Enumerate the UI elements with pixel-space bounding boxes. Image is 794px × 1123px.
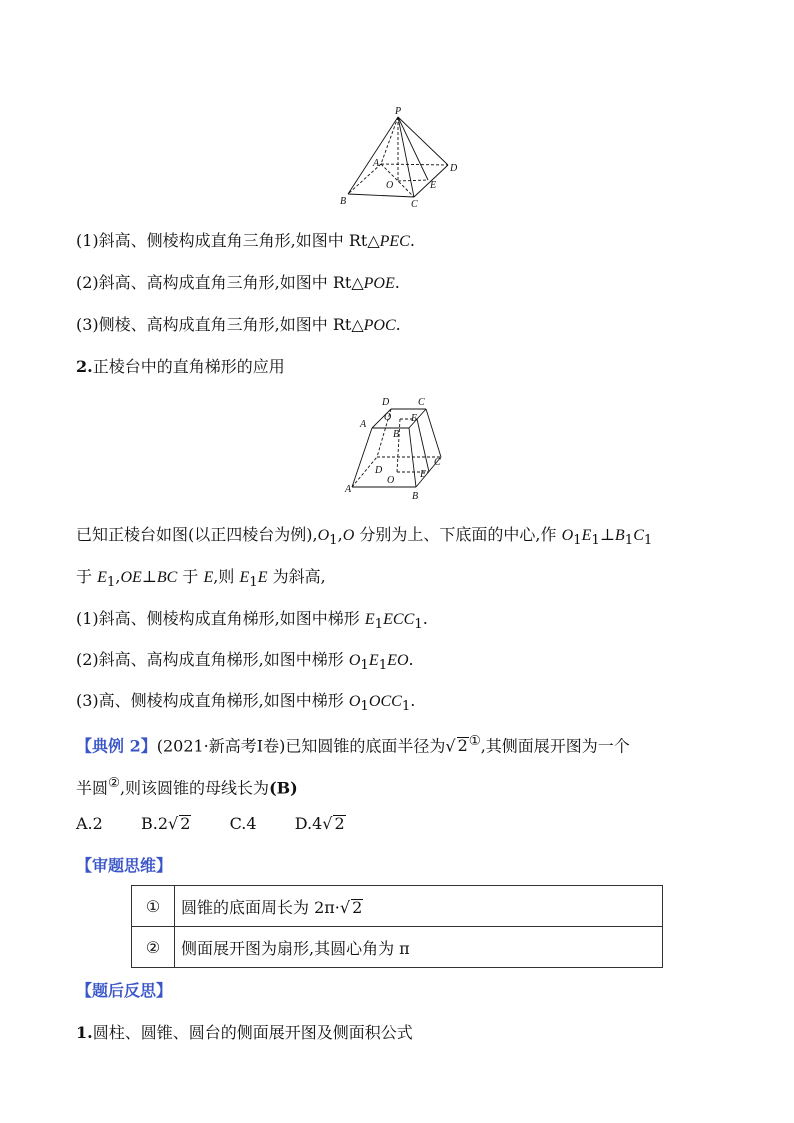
option-a: A.2 (76, 814, 103, 833)
label-d: D (375, 465, 383, 476)
option-d: D.4√ 2 (294, 814, 345, 833)
table-row (132, 886, 663, 927)
frustum-figure (342, 394, 448, 506)
label-c: C (434, 457, 441, 468)
frustum-item-1: (1)斜高、侧棱构成直角梯形,如图中梯形 $E_1ECC_1$. (76, 609, 428, 633)
answer: (B) (269, 778, 298, 798)
label-c: C (411, 199, 418, 208)
label-b: B (340, 196, 347, 207)
label-e: E (420, 469, 427, 480)
label-o: O (386, 180, 394, 191)
label-e: E (430, 180, 437, 191)
pyramid-figure (338, 104, 462, 208)
row-text: 侧面展开图为扇形,其圆心角为 π (175, 927, 663, 968)
reflection-heading: 【题后反思】 (76, 981, 173, 1000)
label-a1: A (360, 419, 367, 430)
label-a: A (373, 158, 380, 169)
label-e1: E (411, 413, 418, 424)
thinking-heading: 【审题思维】 (76, 856, 173, 875)
reflection-item-1: 1.圆柱、圆锥、圆台的侧面展开图及侧面积公式 (76, 1023, 413, 1042)
label-c1: C (418, 397, 425, 408)
label-o: O (387, 475, 395, 486)
label-d: D (450, 163, 458, 174)
label-b1: B (393, 429, 400, 440)
frustum-intro-line-1: 已知正棱台如图(以正四棱台为例)$,O_1,O$ 分别为上、下底面的中心,作 $O_1E_1\perp B_1C_1$ (76, 525, 653, 549)
example-stem-line-1: 【典例 2】(2021·新高考Ⅰ卷)已知圆锥的底面半径为√ 2①,其侧面展开图为一个 (76, 734, 630, 756)
option-c: C.4 (229, 814, 257, 833)
row-number: ② (132, 927, 175, 968)
label-o1: O (384, 412, 392, 423)
label-b: B (412, 491, 419, 502)
example-tag: 【典例 2】 (76, 736, 157, 756)
frustum-intro-line-2: 于 $E_1,OE\perp BC$ 于 E,则 $E_1E$ 为斜高, (76, 567, 326, 591)
example-options (76, 813, 346, 835)
pyramid-item-3: (3)侧棱、高构成直角三角形,如图中 Rt△POC. (76, 315, 401, 334)
row-number: ① (132, 886, 175, 927)
label-a: A (345, 484, 352, 495)
pyramid-item-2: (2)斜高、高构成直角三角形,如图中 Rt△POE. (76, 273, 400, 292)
example-stem-line-2: 半圆②,则该圆锥的母线长为(B) (76, 776, 298, 798)
label-d1: D (382, 397, 390, 408)
pyramid-item-1: (1)斜高、侧棱构成直角三角形,如图中 Rt△PEC. (76, 231, 415, 250)
frustum-item-2: (2)斜高、高构成直角梯形,如图中梯形 $O_1E_1EO$. (76, 650, 414, 674)
label-p: P (395, 106, 402, 117)
table-row (132, 927, 663, 968)
frustum-item-3: (3)高、侧棱构成直角梯形,如图中梯形 $O_1OCC_1$. (76, 691, 416, 715)
section-2-heading: 2.正棱台中的直角梯形的应用 (76, 357, 285, 376)
thinking-table (131, 885, 663, 968)
option-b: B.2√ 2 (141, 814, 191, 833)
row-text: 圆锥的底面周长为 2π·√ 2 (175, 886, 663, 927)
